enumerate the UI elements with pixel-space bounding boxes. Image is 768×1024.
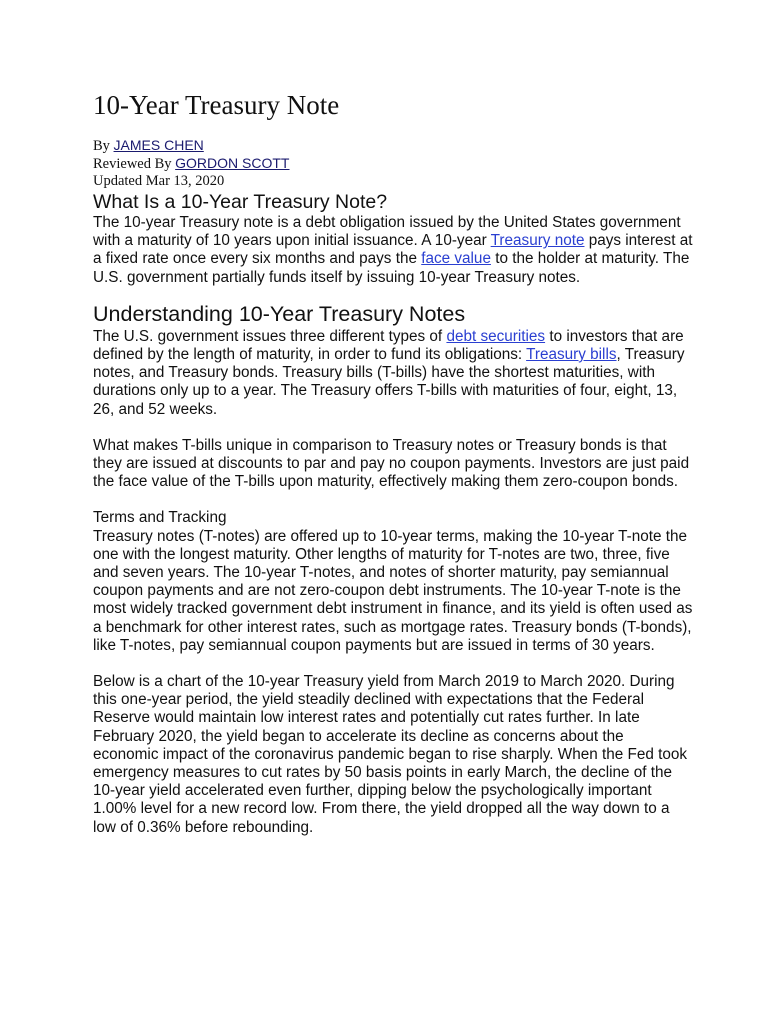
paragraph-terms: Treasury notes (T-notes) are offered up to 10-year terms, making the 10-year T-note the one with the longest maturity. Other lengths of maturity for T-notes are two, three, five and seven years. The 10-year T-notes, and notes of shorter maturity, pay semiannual coupon payments and are not zero-coupon debt instruments. The 10-year T-note is the most widely tracked government debt instrument in finance, and its yield is often used as a benchmark for other interest rates, such as mortgage rates. Treasury bonds (T-bonds), like T-notes, pay semiannual coupon payments but are issued in terms of 30 years. <box>93 527 693 654</box>
paragraph-gap <box>93 419 693 437</box>
face-value-link[interactable]: face value <box>421 250 491 268</box>
paragraph-gap <box>93 655 693 673</box>
text-span: The U.S. government issues three different types of <box>93 327 447 345</box>
text-span: The 10-year Treasury note is a debt obligation issued by the United States government with a maturity of 10 years upon initial issuance. A 10-year <box>93 214 681 250</box>
treasury-note-link[interactable]: Treasury note <box>490 232 585 250</box>
text-span: , Treasury notes, and Treasury bonds. Treasury bills (T-bills) have the shortest maturities, with durations only up to a year. The Treasury offers T-bills with maturities of four, eight, 13, 26, and 52 weeks. <box>93 346 685 418</box>
treasury-bills-link[interactable]: Treasury bills <box>526 346 617 364</box>
text-span: pays interest at a fixed rate once every six months and pays the <box>93 232 693 268</box>
paragraph-intro <box>93 214 693 287</box>
reviewer-line <box>93 155 290 173</box>
paragraph-types <box>93 328 693 419</box>
updated-date: Updated Mar 13, 2020 <box>93 173 225 189</box>
paragraph-tbills: What makes T-bills unique in comparison to Treasury notes or Treasury bonds is that they are issued at discounts to par and pay no coupon payments. Investors are just paid the face value of the T-bills upon maturity, effectively making them zero-coupon bonds. <box>93 436 690 491</box>
text-span: to the holder at maturity. The U.S. government partially funds itself by issuing 10-year Treasury notes. <box>93 250 690 286</box>
section-heading-what-is: What Is a 10-Year Treasury Note? <box>93 191 388 213</box>
reviewer-link[interactable]: GORDON SCOTT <box>175 155 290 171</box>
section-heading-terms: Terms and Tracking <box>93 509 227 527</box>
article-body <box>93 190 693 837</box>
section-heading-understanding: Understanding 10-Year Treasury Notes <box>93 301 466 326</box>
author-line <box>93 137 290 155</box>
by-prefix: By <box>93 138 114 154</box>
paragraph-gap <box>93 491 693 509</box>
reviewed-prefix: Reviewed By <box>93 156 176 172</box>
page-title: 10-Year Treasury Note <box>93 90 340 120</box>
paragraph-chart-description: Below is a chart of the 10-year Treasury yield from March 2019 to March 2020. During this one-year period, the yield steadily declined with expectations that the Federal Reserve would maintain low interest rates and potentially cut rates further. In late February 2020, the yield began to accelerate its decline as concerns about the economic impact of the coronavirus pandemic began to rise sharply. When the Fed took emergency measures to cut rates by 50 basis points in early March, the decline of the 10-year yield accelerated even further, dipping below the psychologically important 1.00% level for a new record low. From there, the yield dropped all the way down to a low of 0.36% before rebounding. <box>93 673 688 836</box>
text-span: to investors that are defined by the length of maturity, in order to fund its obligations: <box>93 327 684 364</box>
byline <box>93 137 290 190</box>
debt-securities-link[interactable]: debt securities <box>446 327 546 345</box>
author-link[interactable]: JAMES CHEN <box>113 137 204 153</box>
